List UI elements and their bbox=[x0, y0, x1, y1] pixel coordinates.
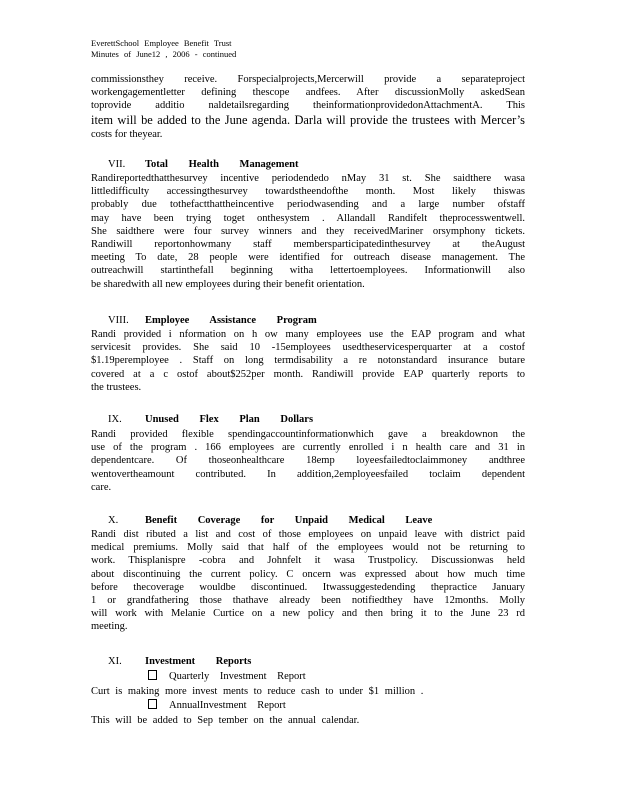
paragraph-line: wentovertheamount contributed. In addition,2employeesfailed toclaim dependent bbox=[91, 468, 525, 480]
checkbox-bullet-icon bbox=[148, 699, 157, 709]
paragraph-line: the trustees. bbox=[91, 381, 142, 393]
section-vii-body bbox=[91, 172, 525, 291]
checkbox-bullet-icon bbox=[148, 670, 157, 680]
paragraph-line: 1 or grandfathering those thathave already been notifiedthey have 12months. Molly bbox=[91, 595, 525, 607]
paragraph-line: may have been trying toget onthesystem . Allandall Randifelt theprocesswentwell. bbox=[91, 212, 525, 224]
paragraph-line: work. Thisplanispre -cobra and Johnfelt it wasa Trustpolicy. Discussionwas held bbox=[91, 555, 525, 567]
section-title: Unused Flex Plan Dollars bbox=[145, 414, 314, 425]
section-heading-ix bbox=[108, 413, 313, 426]
header-title: EverettSchool Employee Benefit Trust bbox=[91, 38, 232, 48]
paragraph-line: toprovide additio naldetailsregarding theinformationprovidedonAttachmentA. This bbox=[91, 100, 525, 112]
section-number: IX. bbox=[108, 414, 122, 425]
paragraph-line: littledifficulty accessingthesurvey towardstheendofthe month. Most likely thiswas bbox=[91, 186, 525, 198]
section-title: Investment Reports bbox=[145, 656, 252, 667]
paragraph-line: before thecoverage wouldbe discontinued. Itwassuggestedending thepractice January bbox=[91, 581, 525, 593]
paragraph-line: dependentcare. Of thoseonhealthcare 18emp loyeesfailedtoclaimmoney andthree bbox=[91, 455, 525, 467]
section-number: VII. bbox=[108, 159, 126, 170]
paragraph-line: probably due tothefactthattheincentive periodwasending and a large number ofstaff bbox=[91, 199, 525, 211]
section-heading-xi bbox=[108, 655, 251, 668]
bullet-item-quarterly-report bbox=[148, 670, 306, 683]
paragraph-line: Randi provided flexible spendingaccountinformationwhich gave a breakdownon the bbox=[91, 429, 525, 440]
paragraph-line: be sharedwith all new employees during their benefit orientation. bbox=[91, 278, 365, 290]
paragraph-line: covered at a c ostof about$252per month. Randiwill provide EAP quarterly reports to bbox=[91, 368, 525, 380]
section-title: Total Health Management bbox=[145, 159, 299, 170]
paragraph-line: This will be added to Sep tember on the annual calendar. bbox=[91, 715, 360, 726]
paragraph-line: item will be added to the June agenda. Darla will provide the trustees with Mercer’s bbox=[91, 112, 525, 127]
section-viii-body bbox=[91, 328, 525, 394]
paragraph-line: about discontinuing the current policy. C oncern was expressed about how much time bbox=[91, 568, 525, 580]
section-number: X. bbox=[108, 515, 119, 526]
paragraph-line: Randi provided i nformation on h ow many employees use the EAP program and what bbox=[91, 329, 525, 340]
header-subtitle: Minutes of June12 , 2006 - continued bbox=[91, 49, 237, 59]
paragraph-line: medical premiums. Molly said that half of the employees would not be returning to bbox=[91, 542, 525, 554]
paragraph-line: Randiwill reportonhowmany staff membersparticipatedinthesurvey at theAugust bbox=[91, 239, 525, 251]
section-number: VIII. bbox=[108, 315, 129, 326]
paragraph-line: commissionsthey receive. Forspecialprojects,Mercerwill provide a separateproject bbox=[91, 74, 525, 85]
paragraph-line: care. bbox=[91, 481, 112, 493]
paragraph-line: $1.19peremployee . Staff on long termdisability a re notonstandard insurance butare bbox=[91, 355, 525, 367]
section-number: XI. bbox=[108, 656, 122, 667]
paragraph-line: She saidthere were four survey winners and they receivedMariner orsymphony tickets. bbox=[91, 225, 525, 237]
intro-paragraph bbox=[91, 73, 525, 141]
paragraph-line: Randireportedthatthesurvey incentive periodendedo nMay 31 st. She saidthere wasa bbox=[91, 173, 525, 184]
paragraph-line: meeting To date, 28 people were identified for outreach disease management. The bbox=[91, 252, 525, 264]
paragraph-line: costs for theyear. bbox=[91, 128, 163, 140]
paragraph-line: meeting. bbox=[91, 621, 128, 633]
section-heading-vii bbox=[108, 158, 298, 171]
paragraph-line: outreachwill startinthefall beginning witha lettertoemployees. Informationwill also bbox=[91, 265, 525, 277]
paragraph-line: servicesit provides. She said 10 -15employees usedtheservicesperquarter at a costof bbox=[91, 342, 525, 354]
paragraph-line: use of the program . 166 employees are currently enrolled i n health care and 31 in bbox=[91, 442, 525, 454]
paragraph-line: will work with Melanie Curtice on a new policy and then bring it to the June 23 rd bbox=[91, 608, 525, 620]
bullet-label: Quarterly Investment Report bbox=[169, 671, 306, 682]
section-heading-viii bbox=[108, 314, 317, 327]
section-title: Employee Assistance Program bbox=[145, 315, 317, 326]
section-title: Benefit Coverage for Unpaid Medical Leave bbox=[145, 515, 433, 526]
section-ix-body bbox=[91, 428, 525, 494]
paragraph-line: Curt is making more invest ments to reduce cash to under $1 million . bbox=[91, 686, 424, 697]
bullet-label: AnnualInvestment Report bbox=[169, 700, 286, 711]
paragraph-line: Randi dist ributed a list and cost of those employees on unpaid leave with district paid bbox=[91, 529, 525, 540]
section-x-body bbox=[91, 528, 525, 634]
section-heading-x bbox=[108, 514, 432, 527]
paragraph-line: workengagementletter defining thescope andfees. After discussionMolly askedSean bbox=[91, 87, 525, 99]
bullet-item-annual-report bbox=[148, 699, 286, 712]
